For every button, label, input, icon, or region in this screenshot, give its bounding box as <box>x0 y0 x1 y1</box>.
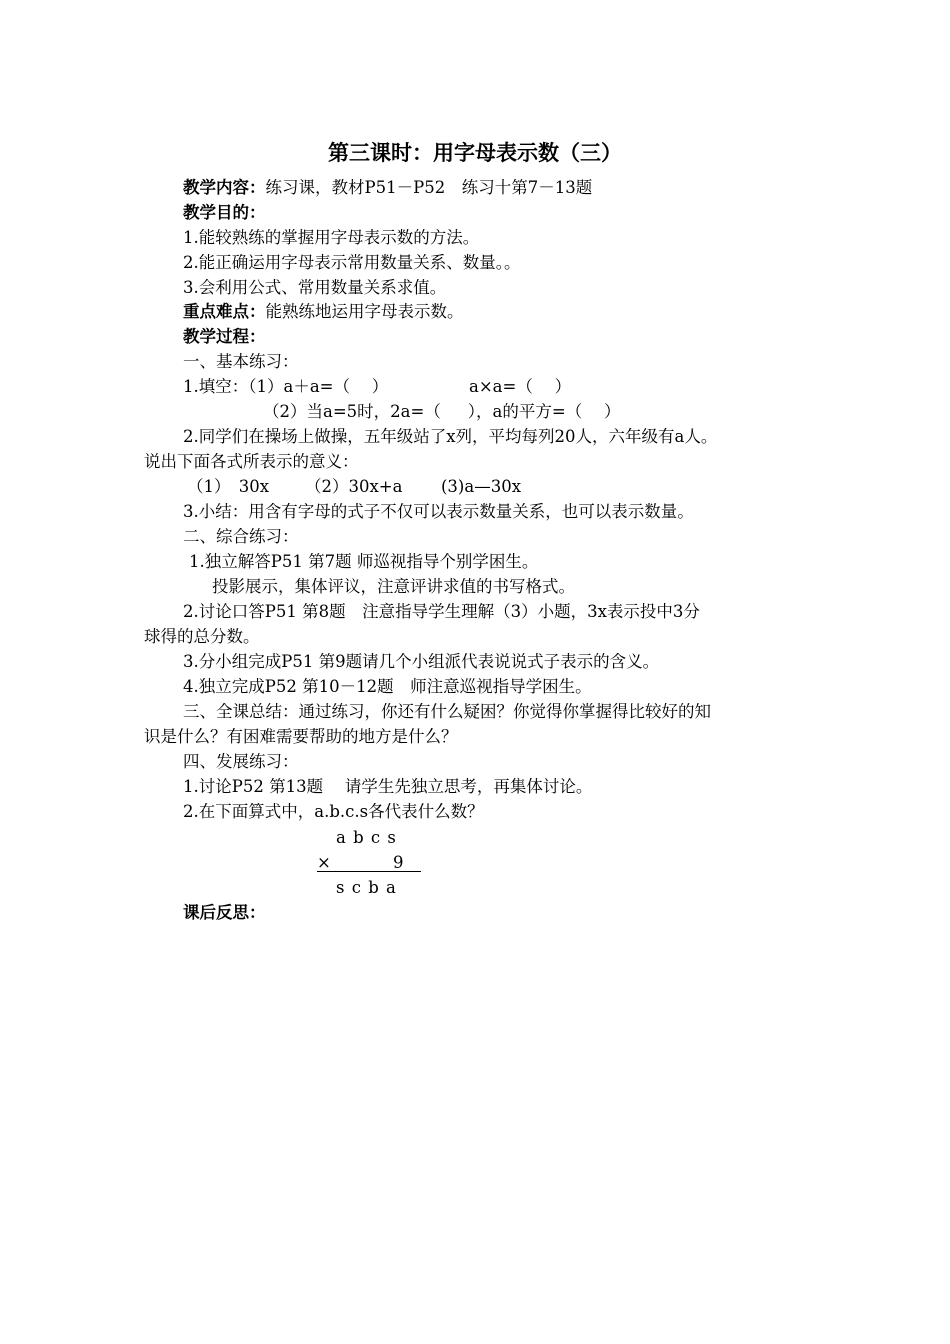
key-line <box>183 301 464 323</box>
calc-top-row: a b c s <box>336 828 396 847</box>
page-title: 第三课时：用字母表示数（三） <box>328 141 622 165</box>
section-4-item-1: 1.讨论P52 第13题 请学生先独立思考，再集体讨论。 <box>183 777 593 796</box>
section-2-item-1: 1.独立解答P51 第7题 师巡视指导个别学困生。 <box>189 552 539 571</box>
fill-blank-1: 1.填空：（1）a＋a=（ ） <box>183 377 389 396</box>
fill-blank-2: a×a=（ ） <box>469 377 572 396</box>
goal-item-3: 3.会利用公式、常用数量关系求值。 <box>183 278 447 297</box>
calc-underline <box>317 871 421 872</box>
calc-multiply-sign: × <box>317 853 331 872</box>
content-text: 练习课，教材P51－P52 练习十第7－13题 <box>265 178 593 197</box>
content-label: 教学内容： <box>183 178 266 197</box>
section-2-item-2-cont: 球得的总分数。 <box>144 627 260 646</box>
summary-line: 3.小结：用含有字母的式子不仅可以表示数量关系，也可以表示数量。 <box>183 502 694 521</box>
key-label: 重点难点： <box>183 302 266 321</box>
section-3-line-2: 识是什么？有困难需要帮助的地方是什么？ <box>144 727 458 746</box>
section-4-item-2: 2.在下面算式中，a.b.c.s各代表什么数？ <box>183 802 484 821</box>
goal-item-2: 2.能正确运用字母表示常用数量关系、数量。。 <box>183 253 521 272</box>
expression-2: （2）30x+a <box>305 477 403 496</box>
fill-blank-3: （2）当a=5时，2a=（ ），a的平方=（ ） <box>263 402 621 421</box>
section-2-item-3: 3.分小组完成P51 第9题请几个小组派代表说说式子表示的含义。 <box>183 652 660 671</box>
section-2-heading: 二、综合练习： <box>183 527 299 546</box>
section-2-item-2: 2.讨论口答P51 第8题 注意指导学生理解（3）小题，3x表示投中3分 <box>183 602 700 621</box>
reflection-label: 课后反思： <box>183 903 266 922</box>
calc-multiplier: 9 <box>393 853 404 872</box>
goals-label: 教学目的： <box>183 203 266 222</box>
exercise-2-line-1: 2.同学们在操场上做操，五年级站了x列，平均每列20人，六年级有a人。 <box>183 427 718 446</box>
section-2-item-4: 4.独立完成P52 第10－12题 师注意巡视指导学困生。 <box>183 677 592 696</box>
key-text: 能熟练地运用字母表示数。 <box>265 302 464 321</box>
goal-item-1: 1.能较熟练的掌握用字母表示数的方法。 <box>183 228 480 247</box>
section-2-item-1-note: 投影展示，集体评议，注意评讲求值的书写格式。 <box>212 577 575 596</box>
expression-3: (3)a—30x <box>441 477 522 496</box>
content-line <box>183 177 592 199</box>
calc-result-row: s c b a <box>336 878 396 897</box>
section-1-heading: 一、基本练习： <box>183 352 299 371</box>
section-3-line-1: 三、全课总结：通过练习，你还有什么疑困？你觉得你掌握得比较好的知 <box>183 702 711 721</box>
exercise-2-line-2: 说出下面各式所表示的意义： <box>144 452 359 471</box>
section-4-heading: 四、发展练习： <box>183 752 299 771</box>
process-label: 教学过程： <box>183 327 266 346</box>
expression-1: （1） 30x <box>187 477 270 496</box>
